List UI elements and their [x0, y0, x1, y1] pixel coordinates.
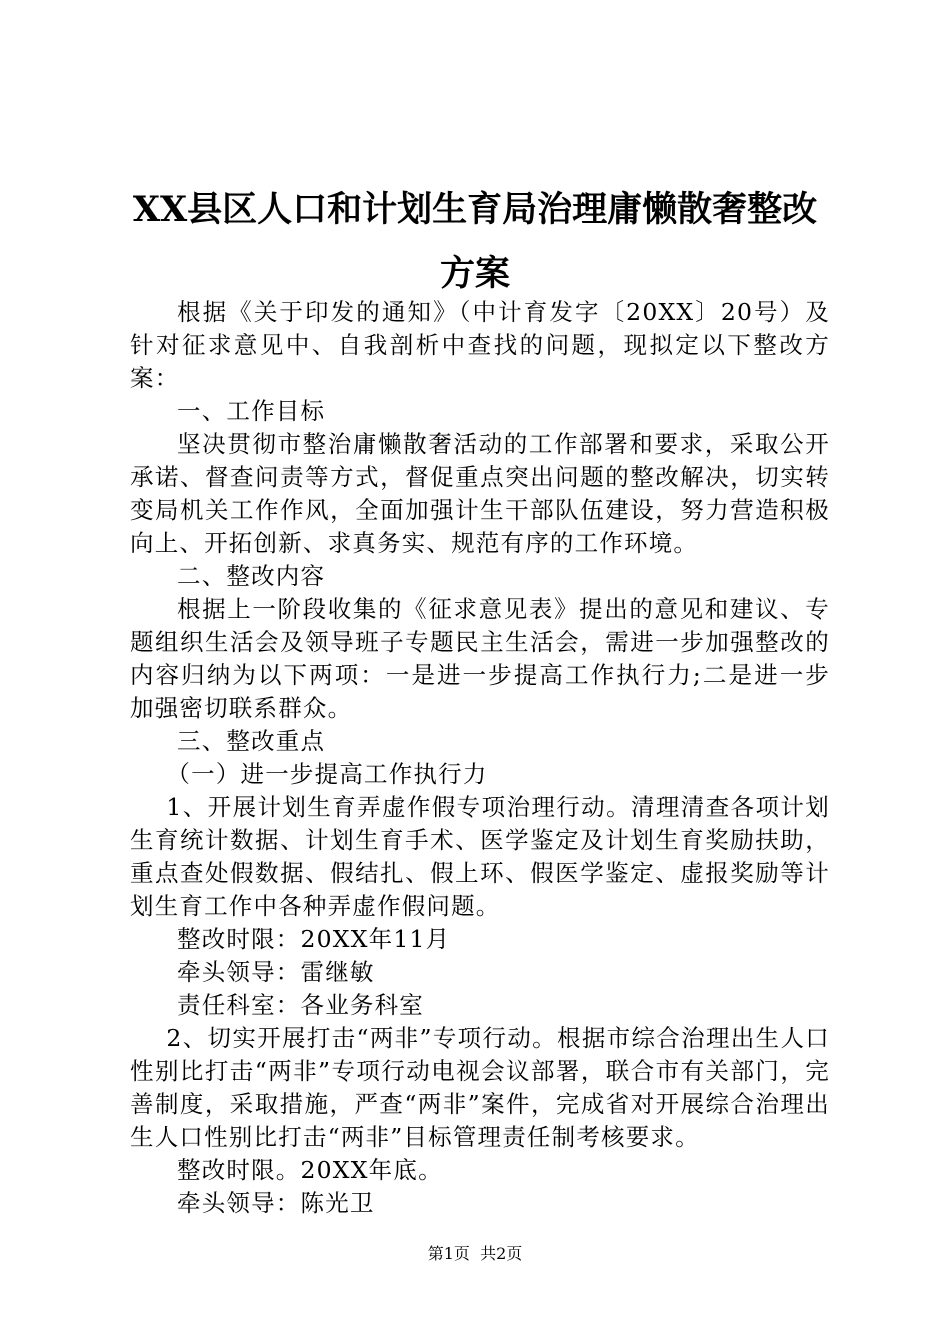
item-1-deadline: 整改时限：20XX年11月	[177, 925, 451, 953]
item-2-deadline: 整改时限。20XX年底。	[177, 1156, 443, 1184]
intro-paragraph: 根据《关于印发的通知》（中计育发字〔20XX〕20号）及针对征求意见中、自我剖析中查找的问题，现拟定以下整改方案：	[130, 298, 830, 392]
item-2-paragraph: 2、切实开展打击“两非”专项行动。根据市综合治理出生人口性别比打击“两非”专项行动电视会议部署，联合市有关部门，完善制度，采取措施，严查“两非”案件，完成省对开展综合治理出生人口性别比打击“两非”目标管理责任制考核要求。	[130, 1024, 830, 1151]
total-pages: 共2页	[480, 1244, 523, 1263]
item-1-department: 责任科室：各业务科室	[177, 991, 424, 1019]
section-heading-focus: 三、整改重点	[177, 727, 326, 755]
page-footer	[0, 1244, 950, 1264]
section-heading-goal: 一、工作目标	[177, 397, 326, 425]
subsection-heading-execution: （一）进一步提高工作执行力	[166, 760, 488, 788]
document-body	[130, 296, 830, 1220]
content-paragraph: 根据上一阶段收集的《征求意见表》提出的意见和建议、专题组织生活会及领导班子专题民主生活会，需进一步加强整改的内容归纳为以下两项：一是进一步提高工作执行力;二是进一步加强密切联系群众。	[130, 595, 830, 722]
item-2-leader: 牵头领导：陈光卫	[177, 1189, 375, 1217]
item-1-paragraph: 1、开展计划生育弄虚作假专项治理行动。清理清查各项计划生育统计数据、计划生育手术、医学鉴定及计划生育奖励扶助，重点查处假数据、假结扎、假上环、假医学鉴定、虚报奖励等计划生育工作中各种弄虚作假问题。	[130, 793, 830, 920]
item-1-leader: 牵头领导：雷继敏	[177, 958, 375, 986]
document-title: XX县区人口和计划生育局治理庸懒散奢整改方案	[132, 189, 818, 294]
section-heading-content: 二、整改内容	[177, 562, 326, 590]
page-number: 第1页	[427, 1244, 470, 1263]
goal-paragraph: 坚决贯彻市整治庸懒散奢活动的工作部署和要求，采取公开承诺、督查问责等方式，督促重点突出问题的整改解决，切实转变局机关工作作风，全面加强计生干部队伍建设，努力营造积极向上、开拓创新、求真务实、规范有序的工作环境。	[130, 430, 830, 557]
